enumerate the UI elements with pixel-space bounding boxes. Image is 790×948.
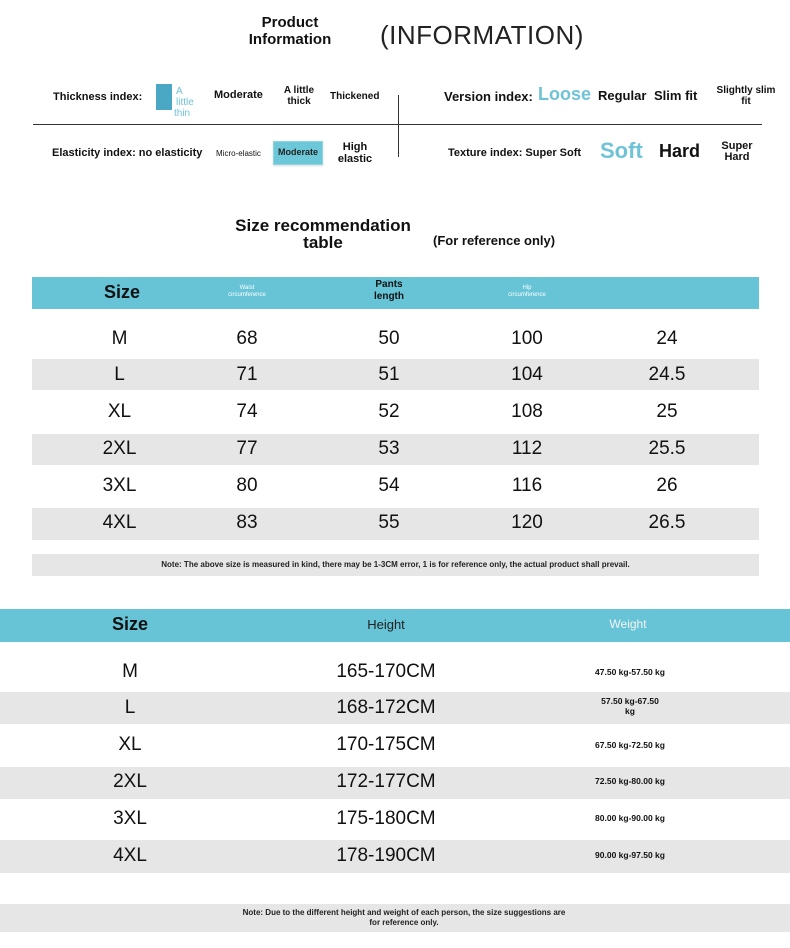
fit-size-cell: 4XL	[113, 845, 147, 866]
fit-size-header: Size	[111, 614, 149, 634]
pants-length-header	[354, 279, 424, 303]
pants-line2: length	[374, 291, 404, 302]
weight-line2: kg	[625, 706, 635, 716]
super-line2: Hard	[724, 151, 750, 163]
fit-table-note-bar	[0, 904, 790, 932]
weight-cell	[560, 667, 700, 677]
weight-line1: 47.50 kg-57.50 kg	[595, 667, 665, 677]
pants-cell: 51	[378, 364, 400, 385]
slight-line2: fit	[741, 96, 751, 107]
fit-size-cell: M	[122, 661, 138, 682]
version-index-label: Version index:	[444, 89, 533, 104]
elasticity-option-moderate: Moderate	[273, 141, 323, 165]
height-header: Height	[367, 617, 405, 632]
fit-table-note	[0, 908, 790, 928]
title-line2: Information	[248, 31, 332, 48]
height-cell: 178-190CM	[336, 845, 436, 866]
thickness-option-a-little-thin	[156, 84, 202, 119]
hip-line2: circumference	[508, 292, 546, 298]
size-cell: 3XL	[102, 475, 137, 496]
fit-note-line2: for reference only.	[369, 918, 439, 927]
col5-cell: 25.5	[648, 438, 686, 459]
thickness-option-thickened: Thickened	[330, 91, 380, 102]
texture-option-hard: Hard	[659, 141, 701, 161]
index-divider-vertical	[398, 95, 399, 157]
reference-only-note: (For reference only)	[433, 233, 556, 248]
weight-header: Weight	[609, 617, 647, 631]
version-option-slim-fit: Slim fit	[654, 88, 698, 103]
weight-cell	[560, 776, 700, 786]
size-row	[32, 471, 759, 502]
thickness-option-a-little-thick	[281, 85, 317, 107]
size-table-title-line2: table	[303, 233, 343, 252]
size-row	[32, 359, 759, 390]
version-option-regular: Regular	[598, 88, 647, 103]
waist-cell: 83	[236, 512, 258, 533]
weight-line1: 80.00 kg-90.00 kg	[595, 813, 665, 823]
weight-cell	[560, 813, 700, 823]
size-cell: L	[114, 364, 125, 385]
size-row	[32, 434, 759, 465]
height-cell: 170-175CM	[336, 734, 436, 755]
size-row	[32, 321, 759, 356]
hip-line1: Hip	[522, 285, 532, 291]
size-table-body	[32, 321, 759, 544]
fit-note-line1: Note: Due to the different height and weight of each person, the size suggestions are	[242, 908, 566, 917]
version-option-slightly-slim-fit	[713, 85, 779, 107]
waist-cell: 71	[236, 364, 258, 385]
texture-option-super-hard	[718, 141, 756, 163]
size-cell: XL	[107, 401, 132, 422]
high-line2: elastic	[337, 153, 373, 165]
col5-cell: 24	[656, 328, 678, 349]
hip-header	[487, 285, 567, 299]
weight-cell	[560, 850, 700, 860]
height-cell: 168-172CM	[336, 697, 436, 718]
fit-size-cell: 3XL	[113, 808, 147, 829]
height-cell: 165-170CM	[336, 661, 436, 682]
waist-cell: 74	[236, 401, 258, 422]
version-option-loose: Loose	[538, 84, 592, 104]
weight-cell	[560, 740, 700, 750]
pants-cell: 52	[378, 401, 400, 422]
height-cell: 175-180CM	[336, 808, 436, 829]
size-cell: 2XL	[102, 438, 137, 459]
waist-line2: circumference	[228, 292, 266, 298]
slight-line1: Slightly slim	[716, 85, 776, 96]
thick-line1: A little	[283, 85, 315, 96]
information-heading: (INFORMATION)	[380, 20, 584, 50]
pants-cell: 50	[378, 328, 400, 349]
weight-line1: 72.50 kg-80.00 kg	[595, 776, 665, 786]
hip-cell: 120	[511, 512, 543, 533]
size-row	[32, 396, 759, 427]
pants-cell: 55	[378, 512, 400, 533]
texture-index-label: Texture index: Super Soft	[448, 147, 582, 159]
thickness-option-moderate: Moderate	[214, 89, 263, 101]
title-line1: Product	[261, 14, 319, 31]
size-table-title	[228, 217, 418, 251]
weight-line1: 90.00 kg-97.50 kg	[595, 850, 665, 860]
thin-line1: A little	[176, 86, 194, 108]
thick-line2: thick	[287, 96, 311, 107]
col5-cell: 24.5	[648, 364, 686, 385]
weight-line1: 57.50 kg-67.50	[601, 696, 659, 706]
pants-cell: 53	[378, 438, 400, 459]
waist-cell: 68	[236, 328, 258, 349]
elasticity-option-micro-elastic: Micro-elastic	[216, 149, 261, 158]
size-table-header	[32, 277, 759, 309]
thickness-index-label: Thickness index:	[53, 91, 143, 103]
height-cell: 172-177CM	[336, 771, 436, 792]
fit-size-cell: 2XL	[113, 771, 147, 792]
pants-line1: Pants	[375, 279, 403, 290]
col5-cell: 25	[656, 401, 678, 422]
thin-line2: thin	[174, 108, 191, 119]
weight-line1: 67.50 kg-72.50 kg	[595, 740, 665, 750]
hip-cell: 104	[511, 364, 543, 385]
fit-size-cell: XL	[118, 734, 142, 755]
waist-line1: Waist	[239, 285, 255, 291]
waist-cell: 80	[236, 475, 258, 496]
elasticity-index-label: Elasticity index: no elasticity	[52, 147, 203, 159]
size-cell: 4XL	[102, 512, 137, 533]
waist-cell: 77	[236, 438, 258, 459]
hip-cell: 112	[511, 438, 543, 459]
elasticity-option-high-elastic	[336, 141, 374, 165]
fit-table-header	[0, 609, 790, 642]
texture-option-soft: Soft	[600, 138, 643, 163]
fit-row	[0, 655, 790, 688]
hip-cell: 100	[511, 328, 543, 349]
size-table-note-bar	[32, 554, 759, 576]
fit-row	[0, 692, 790, 724]
high-line1: High	[342, 141, 368, 153]
size-cell: M	[111, 328, 128, 349]
pants-cell: 54	[378, 475, 400, 496]
hip-cell: 108	[511, 401, 543, 422]
size-row	[32, 508, 759, 540]
fit-row	[0, 804, 790, 837]
fit-row	[0, 729, 790, 762]
super-line1: Super	[721, 140, 753, 152]
product-information-title	[226, 14, 354, 48]
weight-cell	[560, 696, 700, 716]
hip-cell: 116	[511, 475, 543, 496]
waist-header	[207, 285, 287, 299]
fit-row	[0, 767, 790, 799]
size-table-title-line1: Size recommendation	[235, 216, 411, 235]
fit-size-cell: L	[124, 697, 136, 718]
size-header: Size	[103, 282, 141, 302]
size-table-note: Note: The above size is measured in kind, there may be 1-3CM error, 1 is for reference only, the actual product shall prevail.	[161, 560, 630, 569]
col5-cell: 26.5	[648, 512, 686, 533]
fit-row	[0, 840, 790, 873]
col5-cell: 26	[656, 475, 678, 496]
